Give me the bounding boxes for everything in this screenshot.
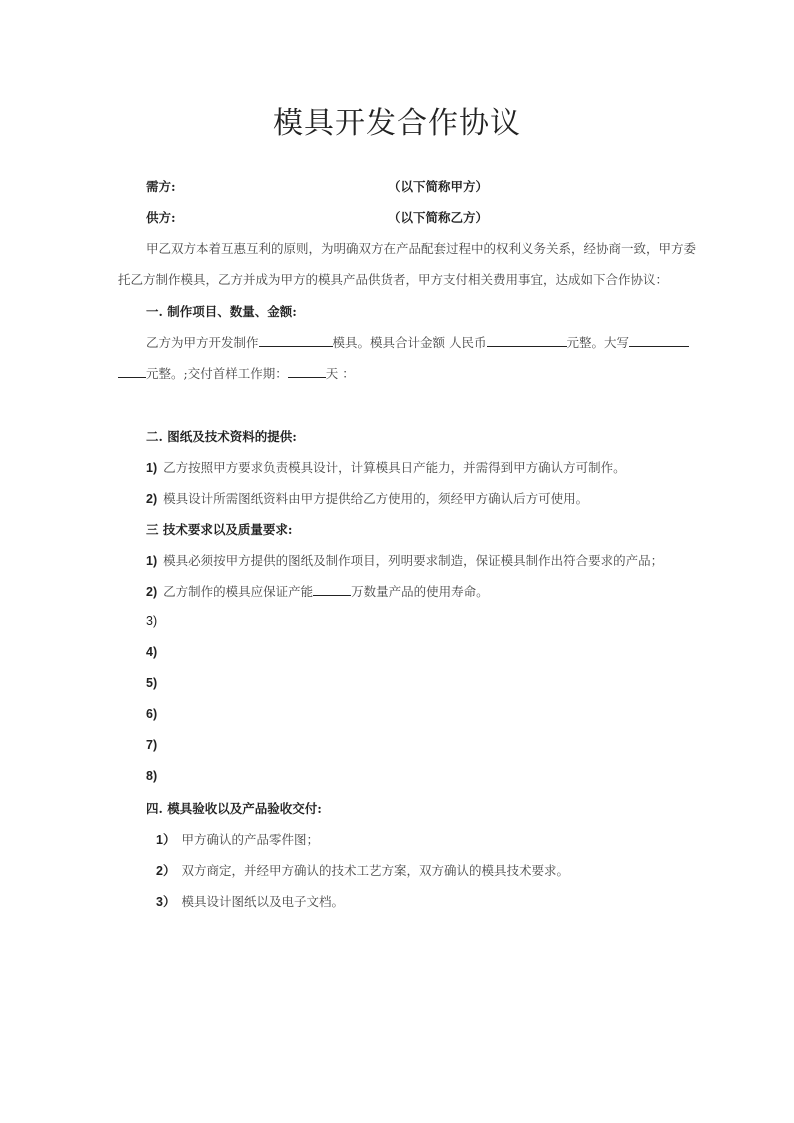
buyer-note: （以下简称甲方）	[388, 179, 489, 194]
mold-name-blank[interactable]	[259, 334, 333, 347]
section1-text-a: 乙方为甲方开发制作	[146, 335, 259, 350]
item-text: 模具设计所需图纸资料由甲方提供给乙方使用的，须经甲方确认后方可使用。	[163, 491, 589, 506]
work-period-blank[interactable]	[288, 365, 326, 378]
item-number: 1)	[146, 554, 158, 568]
item-number: 4)	[146, 645, 158, 659]
item-number: 3)	[146, 614, 158, 628]
item-number: 8)	[146, 769, 158, 783]
item-number: 6)	[146, 707, 158, 721]
section1-text-b: 模具。模具合计金额 人民币	[332, 335, 487, 350]
section1-text-d: 元整。;交付首样工作期：	[146, 366, 288, 381]
section3-item-3	[146, 613, 163, 628]
section1-line-2	[118, 364, 355, 382]
section3-item-2	[146, 582, 489, 600]
supplier-label: 供方:	[146, 210, 176, 225]
section3-item-1	[146, 551, 663, 569]
section4-heading: 四. 模具验收以及产品验收交付:	[146, 801, 322, 816]
amount-uppercase-blank[interactable]	[629, 334, 689, 347]
section2-heading: 二. 图纸及技术资料的提供:	[146, 429, 297, 444]
item-text: 甲方确认的产品零件图；	[181, 832, 319, 847]
buyer-label: 需方:	[146, 179, 176, 194]
item-number: 2）	[156, 864, 176, 878]
amount-blank[interactable]	[487, 334, 567, 347]
intro-line-2: 托乙方制作模具，乙方并成为甲方的模具产品供货者，甲方支付相关费用事宜，达成如下合作协议：	[118, 272, 669, 287]
item-text: 双方商定，并经甲方确认的技术工艺方案，双方确认的模具技术要求。	[181, 863, 569, 878]
section2-item-1	[146, 458, 626, 476]
item-number: 5)	[146, 676, 158, 690]
document-title: 模具开发合作协议	[273, 106, 521, 141]
supplier-note: （以下简称乙方）	[388, 210, 489, 225]
section3-item-5	[146, 675, 163, 690]
intro-line-1: 甲乙双方本着互惠互利的原则，为明确双方在产品配套过程中的权利义务关系，经协商一致，甲方委	[146, 241, 697, 256]
section4-item-2	[156, 861, 569, 879]
item-text: 万数量产品的使用寿命。	[351, 584, 489, 599]
capacity-blank[interactable]	[313, 583, 351, 596]
item-text: 乙方按照甲方要求负责模具设计，计算模具日产能力，并需得到甲方确认方可制作。	[163, 460, 626, 475]
section2-item-2	[146, 489, 588, 507]
section1-text-e: 天 ：	[325, 366, 355, 381]
section3-item-7	[146, 737, 163, 752]
section4-item-3	[156, 892, 344, 910]
section1-heading: 一. 制作项目、数量、金额:	[146, 304, 297, 319]
item-text: 模具必须按甲方提供的图纸及制作项目，列明要求制造，保证模具制作出符合要求的产品；	[163, 553, 664, 568]
amount-uppercase-blank-cont[interactable]	[118, 365, 146, 378]
item-number: 2)	[146, 585, 158, 599]
item-number: 2)	[146, 492, 158, 506]
section4-item-1	[156, 830, 319, 848]
item-number: 1）	[156, 833, 176, 847]
section3-heading: 三 技术要求以及质量要求:	[146, 522, 293, 537]
item-number: 3）	[156, 895, 176, 909]
section3-item-6	[146, 706, 163, 721]
item-text: 模具设计图纸以及电子文档。	[181, 894, 344, 909]
section3-item-8	[146, 768, 163, 783]
section1-text-c: 元整。大写	[566, 335, 630, 350]
item-number: 1)	[146, 461, 158, 475]
item-number: 7)	[146, 738, 158, 752]
item-text: 乙方制作的模具应保证产能	[163, 584, 314, 599]
section3-item-4	[146, 644, 163, 659]
section1-line-1	[146, 333, 689, 351]
